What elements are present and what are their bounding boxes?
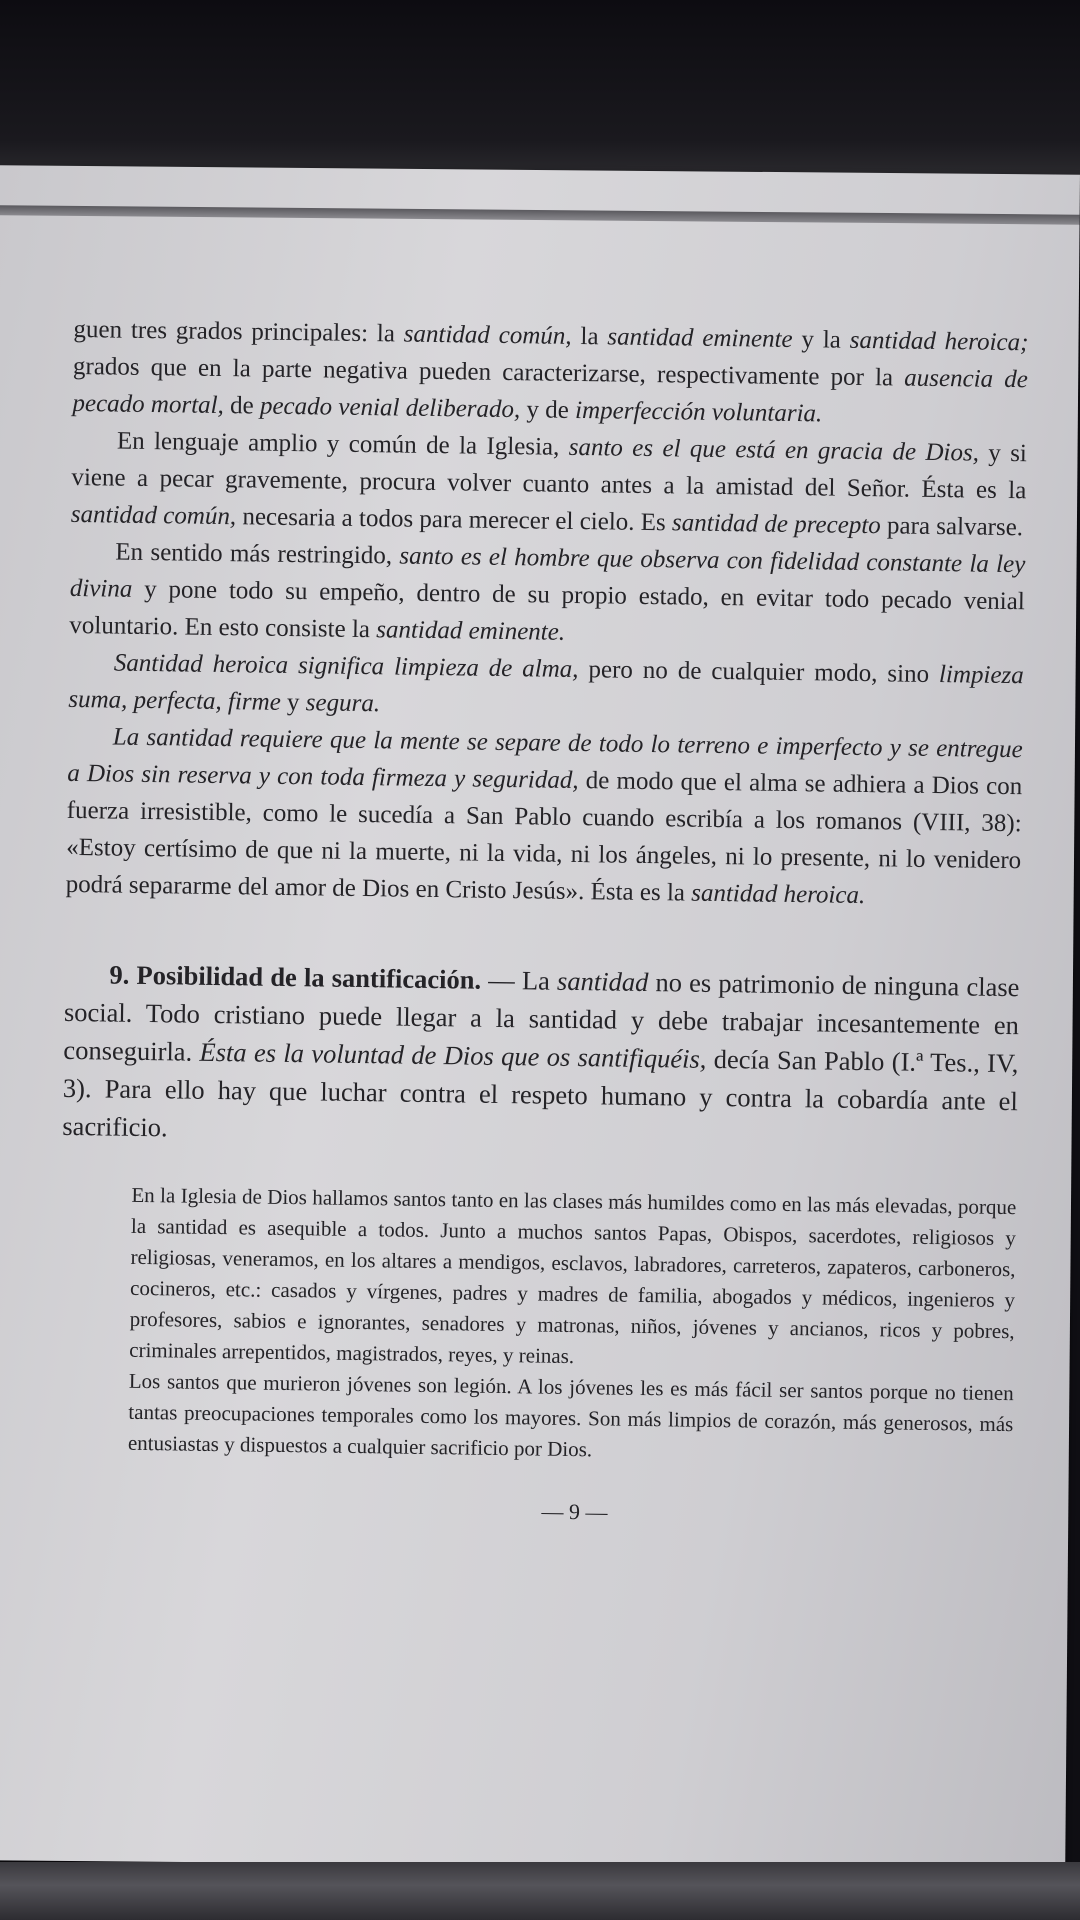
text-run: En sentido más restringido, <box>115 538 400 570</box>
text-run: pero no de cualquier modo, sino <box>578 656 940 689</box>
dark-background-top <box>0 0 1080 175</box>
section-body <box>62 965 1019 1143</box>
italic-run: santo es el que está en gracia de Dios, <box>568 433 980 467</box>
italic-run: santidad eminente. <box>376 616 566 646</box>
text-run: y <box>280 688 306 717</box>
italic-run: santidad común, <box>70 500 237 531</box>
italic-run: limpieza suma, perfecta, firme <box>68 661 1024 716</box>
book-page <box>0 165 1080 1869</box>
text-run: y pone todo su empeño, dentro de su propio estado, en evitar todo pecado venial voluntario. En esto consiste la <box>69 575 1025 644</box>
text-run: no es patrimonio de ninguna clase social. Todo cristiano puede llegar a la santidad y debe trabajar incesantemente en conseguirla. <box>63 967 1020 1067</box>
small-paragraph-1: En la Iglesia de Dios hallamos santos tanto en las clases más humildes como en las más elevadas, porque la santidad es asequible a todos. Junto a muchos santos Papas, Obispos, sacerdotes, religiosos y religiosas, veneramos, en los altares a mendigos, esclavos, labradores, carreteros, zapateros, carboneros, cocineros, etc.: casados y vírgenes, padres y madres de familia, abogados y médicos, ingenieros y profesores, sabios e ignorantes, senadores y matronas, niños, jóvenes y ancianos, ricos y pobres, criminales arrepentidos, magistrados, reyes, y reinas. <box>129 1182 1017 1369</box>
italic-run: pecado venial deliberado, <box>259 392 521 424</box>
text-run: y la <box>792 325 850 354</box>
italic-run: santidad eminente <box>607 323 793 353</box>
small-paragraph-2: Los santos que murieron jóvenes son legión. A los jóvenes les es más fácil ser santos porque no tienen tantas preocupaciones temporales como los mayores. Son más limpios de corazón, más generosos, más entusiastas y dispuestos a cualquier sacrificio por Dios. <box>127 1368 1014 1462</box>
small-print-block <box>58 1179 1017 1471</box>
italic-run: santidad de precepto <box>671 509 881 540</box>
italic-run: ausencia de pecado mortal, <box>72 364 1029 420</box>
paragraph-requisitos <box>65 718 1022 916</box>
text-run: la <box>571 322 608 351</box>
italic-run: santidad <box>556 965 649 998</box>
dark-background-bottom <box>0 1862 1080 1920</box>
text-run: En lenguaje amplio y común de la Iglesia, <box>116 427 569 461</box>
italic-run: Santidad heroica significa limpieza de alma, <box>113 649 579 684</box>
text-run: — La <box>480 964 558 996</box>
italic-run: La santidad requiere que la mente se separe de todo lo terreno e imperfecto y se entregue a Dios sin reserva y con toda firmeza y seguridad, <box>67 723 1023 795</box>
italic-run: segura. <box>305 689 381 718</box>
italic-run: santidad común, <box>403 320 572 350</box>
italic-run: santo es el hombre que observa con fidelidad constante la ley divina <box>69 542 1026 603</box>
text-run: guen tres grados principales: la <box>73 315 404 348</box>
section-title: Posibilidad de la santificación. <box>136 959 482 995</box>
text-run: y si viene a pecar gravemente, procura volver cuanto antes a la amistad del Señor. Ésta es la <box>71 439 1028 505</box>
page-number: — 9 — <box>541 1498 608 1525</box>
text-run: de <box>223 392 261 420</box>
paragraph-santidad-comun <box>71 422 1027 546</box>
italic-run: santidad heroica; <box>849 326 1029 357</box>
italic-run: Ésta es la voluntad de Dios que os santifiquéis, <box>199 1036 707 1074</box>
text-run: para salvarse. <box>880 512 1024 542</box>
section-9 <box>62 955 1020 1158</box>
paragraph-grados <box>72 311 1028 435</box>
text-run: de modo que el alma se adhiera a Dios con fuerza irresistible, como le sucedía a San Pablo cuando escribía a los romanos (VIII, 38): «Estoy certísimo de que ni la muerte, ni la vida, ni los ángeles, ni lo presente, ni lo venidero podrá separarme del amor de Dios en Cristo Jesús». Ésta es la <box>65 767 1023 907</box>
section-number: 9. <box>109 959 130 990</box>
italic-run: santidad heroica. <box>691 879 866 910</box>
text-run: y de <box>520 396 576 424</box>
page-text <box>57 311 1029 1531</box>
top-page-rule <box>0 205 1080 224</box>
text-run: necesaria a todos para merecer el cielo. Es <box>235 503 673 537</box>
paragraph-santidad-eminente <box>69 533 1025 657</box>
paragraph-santidad-heroica <box>68 644 1024 731</box>
text-run: grados que en la parte negativa pueden caracterizarse, respectivamente por la <box>72 352 905 392</box>
italic-run: imperfección voluntaria. <box>574 396 823 428</box>
text-run: decía San Pablo (I.ª Tes., IV, 3). Para ello hay que luchar contra el respeto humano y contra la cobardía ante el sacrificio. <box>62 1043 1019 1143</box>
